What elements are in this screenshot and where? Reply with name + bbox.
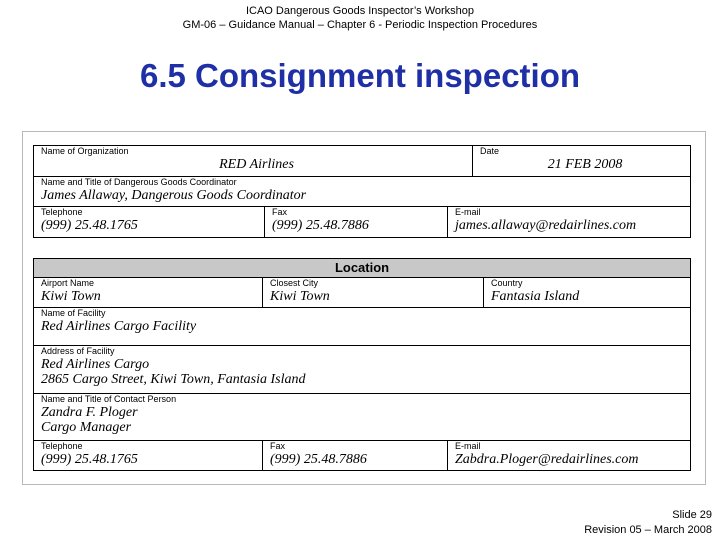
org-email-cell [448,207,691,238]
airport-row [34,278,691,308]
contact-line-2: Cargo Manager [41,420,132,435]
page-title: 6.5 Consignment inspection [139,57,581,94]
location-contact-row [34,441,691,471]
address-cell [34,346,691,394]
city-cell [263,278,484,308]
coordinator-value: James Allaway, Dangerous Goods Coordinator [41,188,307,203]
city-label: Closest City [270,278,319,288]
address-line-2: 2865 Cargo Street, Kiwi Town, Fantasia Island [41,372,306,387]
facility-label: Name of Facility [41,308,106,318]
airport-value: Kiwi Town [41,289,101,304]
header-line-1: ICAO Dangerous Goods Inspector’s Workshop [245,5,475,17]
org-row [34,146,691,177]
org-fax-value: (999) 25.48.7886 [272,218,369,233]
slide-number: Slide 29 [672,509,712,521]
country-value: Fantasia Island [491,289,580,304]
org-value: RED Airlines [219,157,294,172]
revision-info: Revision 05 – March 2008 [584,524,712,536]
address-line-1: Red Airlines Cargo [41,357,150,372]
org-cell [34,146,473,177]
city-value: Kiwi Town [270,289,330,304]
contact-row [34,394,691,441]
address-label: Address of Facility [41,346,115,356]
org-fax-cell [265,207,448,238]
org-email-value: james.allaway@redairlines.com [455,218,637,233]
country-cell [484,278,691,308]
location-heading-row [34,259,691,278]
date-cell [473,146,691,177]
location-heading: Location [34,259,691,278]
org-email-label: E-mail [455,207,481,217]
location-fax-cell [263,441,448,471]
coordinator-cell [34,177,691,207]
org-fax-label: Fax [272,207,288,217]
location-form [33,258,691,471]
date-value: 21 FEB 2008 [547,157,623,172]
header-line-2: GM-06 – Guidance Manual – Chapter 6 - Periodic Inspection Procedures [182,19,538,31]
organization-form [33,145,691,238]
org-telephone-cell [34,207,265,238]
facility-value: Red Airlines Cargo Facility [41,319,197,334]
contact-label: Name and Title of Contact Person [41,394,177,404]
location-email-value: Zabdra.Ploger@redairlines.com [455,452,639,467]
location-email-label: E-mail [455,441,481,451]
country-label: Country [491,278,523,288]
location-fax-value: (999) 25.48.7886 [270,452,367,467]
org-contact-row [34,207,691,238]
airport-cell [34,278,263,308]
location-telephone-label: Telephone [41,441,83,451]
location-fax-label: Fax [270,441,286,451]
contact-line-1: Zandra F. Ploger [41,405,138,420]
facility-row [34,308,691,346]
location-telephone-cell [34,441,263,471]
facility-cell [34,308,691,346]
coordinator-row [34,177,691,207]
org-telephone-value: (999) 25.48.1765 [41,218,138,233]
org-label: Name of Organization [41,146,129,156]
date-label: Date [480,146,500,156]
airport-label: Airport Name [41,278,95,288]
location-email-cell [448,441,691,471]
contact-cell [34,394,691,441]
org-telephone-label: Telephone [41,207,83,217]
address-row [34,346,691,394]
location-telephone-value: (999) 25.48.1765 [41,452,138,467]
coordinator-label: Name and Title of Dangerous Goods Coordinator [41,177,237,187]
